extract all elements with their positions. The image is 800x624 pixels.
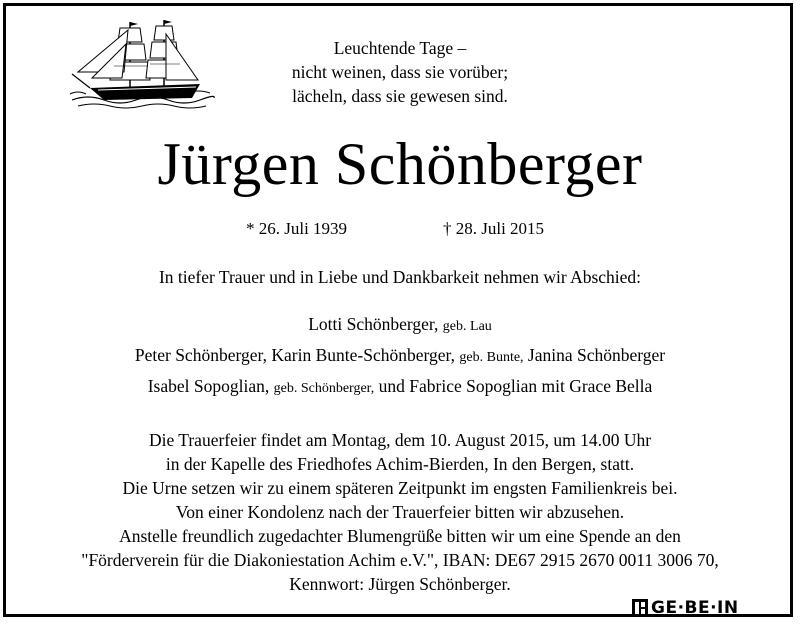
family-name: Peter Schönberger, Karin Bunte-Schönberger, xyxy=(134,345,456,365)
memorial-poem xyxy=(0,36,800,108)
gebein-logo xyxy=(632,597,739,619)
family-name: und Fabrice Sopoglian mit Grace Bella xyxy=(378,376,653,396)
maiden-name: geb. Schönberger, xyxy=(273,381,375,396)
service-line: Von einer Kondolenz nach der Trauerfeier bitten wir abzusehen. xyxy=(175,502,625,522)
logo-text: GE·BE·IN xyxy=(651,598,739,618)
family-name: Lotti Schönberger, xyxy=(308,314,439,334)
death-date: † 28. Juli 2015 xyxy=(443,219,545,238)
service-line: Anstelle freundlich zugedachter Blumengrüße bitten wir um eine Spende an den xyxy=(119,526,681,546)
poem-line: Leuchtende Tage – xyxy=(333,38,467,58)
farewell-intro: In tiefer Trauer und in Liebe und Dankbarkeit nehmen wir Abschied: xyxy=(158,267,642,287)
maiden-name: geb. Lau xyxy=(442,319,492,334)
family-name: Isabel Sopoglian, xyxy=(147,376,270,396)
family-line xyxy=(0,341,800,372)
deceased-name: Jürgen Schönberger xyxy=(157,131,643,197)
service-line: "Förderverein für die Diakoniestation Achim e.V.", IBAN: DE67 2915 2670 0011 3006 70, xyxy=(81,550,719,570)
service-line: in der Kapelle des Friedhofes Achim-Bierden, In den Bergen, statt. xyxy=(165,454,635,474)
service-details xyxy=(0,428,800,596)
service-line: Die Urne setzen wir zu einem späteren Zeitpunkt im engsten Familienkreis bei. xyxy=(122,478,678,498)
family-name: Janina Schönberger xyxy=(527,345,666,365)
family-line xyxy=(0,372,800,403)
family-list xyxy=(0,310,800,403)
service-line: Die Trauerfeier findet am Montag, dem 10. August 2015, um 14.00 Uhr xyxy=(148,430,652,450)
family-line xyxy=(0,310,800,341)
logo-mark-icon xyxy=(632,599,648,617)
poem-line: nicht weinen, dass sie vorüber; xyxy=(291,62,509,82)
service-line: Kennwort: Jürgen Schönberger. xyxy=(289,574,511,594)
maiden-name: geb. Bunte, xyxy=(459,350,524,365)
birth-date: * 26. Juli 1939 xyxy=(246,219,348,238)
poem-line: lächeln, dass sie gewesen sind. xyxy=(292,86,508,106)
